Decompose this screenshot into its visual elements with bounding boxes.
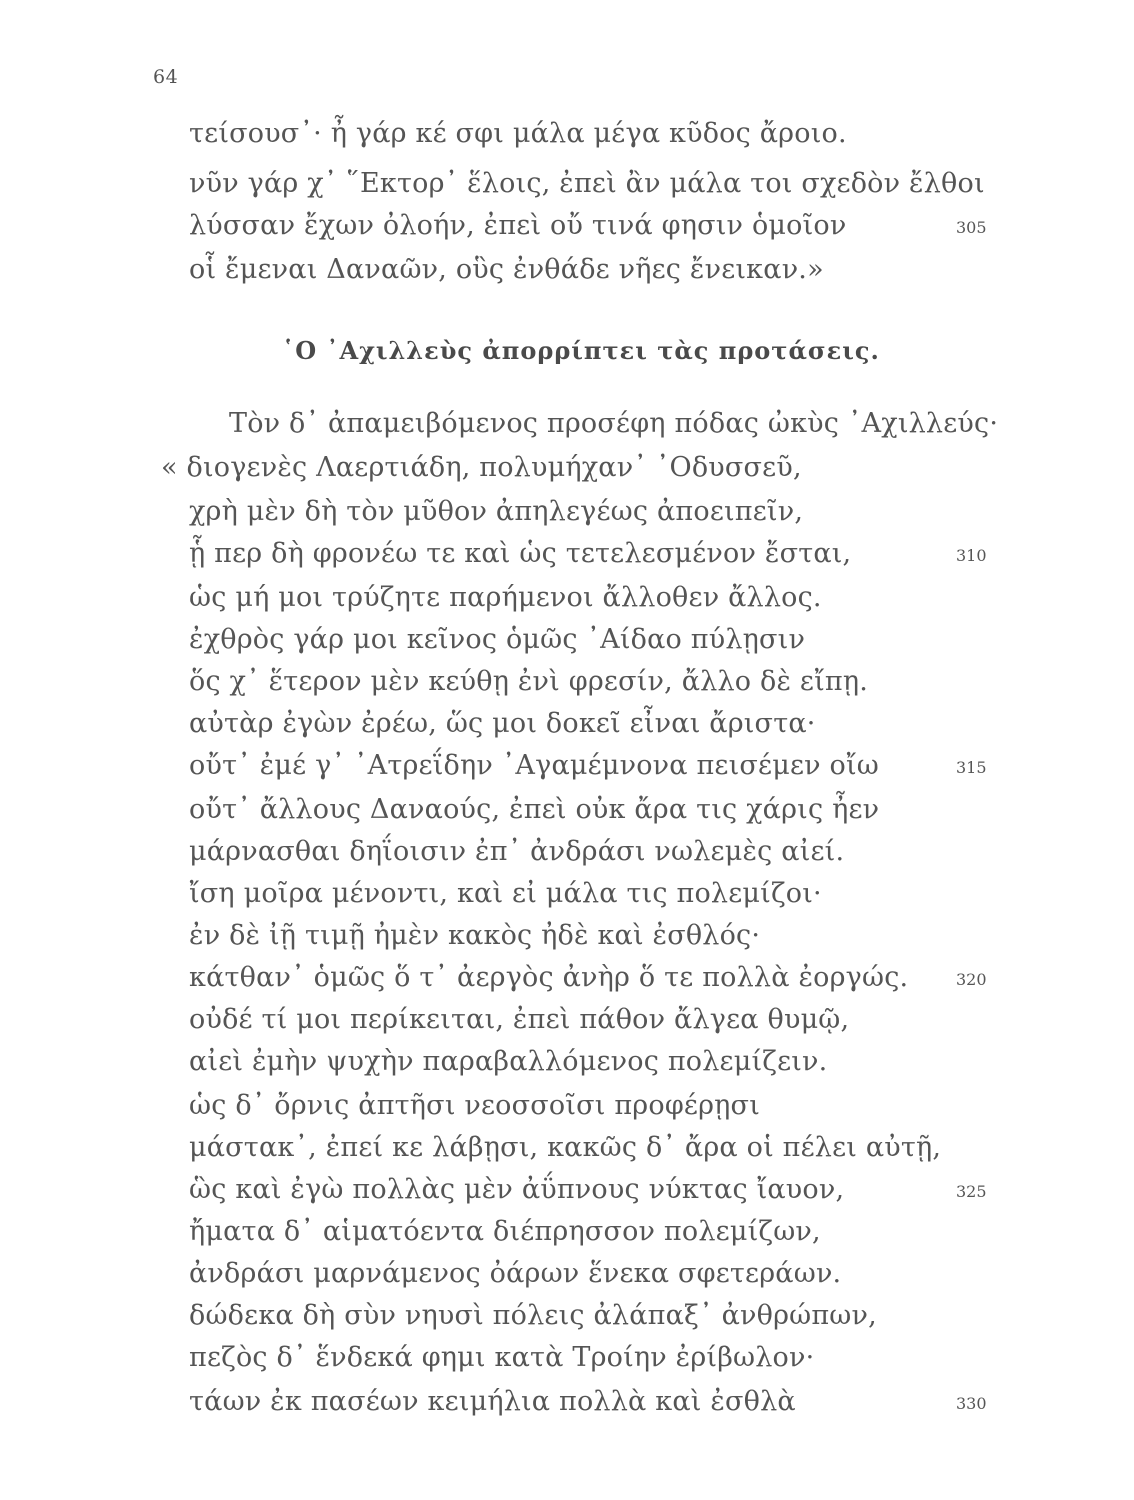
verse-text: μάρνασθαι δηΐοισιν ἐπ᾿ ἀνδράσι νωλεμὲς αἰεί. [189,836,845,867]
verse-line [0,538,1134,578]
verse-line [0,118,1134,158]
verse-text: ᾗ περ δὴ φρονέω τε καὶ ὡς τετελεσμένον ἔσται, [189,538,852,569]
verse-line [0,210,1134,250]
verse-line [0,962,1134,1002]
verse-text: ὡς μή μοι τρύζητε παρήμενοι ἄλλοθεν ἄλλος. [189,582,822,613]
verse-line [0,878,1134,918]
verse-text: ἤματα δ᾿ αἱματόεντα διέπρησσον πολεμίζων, [189,1216,821,1247]
verse-line [0,1046,1134,1086]
verse-text: ἀνδράσι μαρνάμενος ὀάρων ἕνεκα σφετεράων. [189,1258,842,1289]
verse-line [0,496,1134,536]
verse-text: τείσουσ᾿· ἦ γάρ κέ σφι μάλα μέγα κῦδος ἄροιο. [189,118,847,149]
verse-text: ὣς καὶ ἐγὼ πολλὰς μὲν ἀΰπνους νύκτας ἴαυον, [189,1174,845,1205]
verse-line [0,1004,1134,1044]
verse-text: οἷ ἔμεναι Δαναῶν, οὓς ἐνθάδε νῆες ἔνεικαν.» [189,254,824,285]
verse-line [0,836,1134,876]
verse-text: ἐχθρὸς γάρ μοι κεῖνος ὁμῶς ᾿Αίδαο πύλῃσιν [189,624,806,655]
verse-line [0,708,1134,748]
verse-text: αὐτὰρ ἐγὼν ἐρέω, ὥς μοι δοκεῖ εἶναι ἄριστα· [189,708,816,739]
verse-text: μάστακ᾿, ἐπεί κε λάβῃσι, κακῶς δ᾿ ἄρα οἱ πέλει αὐτῇ, [189,1132,942,1163]
verse-line [0,1132,1134,1172]
line-number: 305 [956,218,987,237]
line-number: 315 [956,758,987,777]
verse-text: πεζὸς δ᾿ ἕνδεκά φημι κατὰ Τροίην ἐρίβωλον· [189,1342,815,1373]
verse-line [0,254,1134,294]
line-number: 320 [956,970,987,989]
verse-text: οὔτ᾿ ἐμέ γ᾿ ᾿Ατρεΐδην ᾿Αγαμέμνονα πεισέμεν οἴω [189,750,880,781]
verse-line [0,624,1134,664]
verse-line [0,1258,1134,1298]
verse-text: χρὴ μὲν δὴ τὸν μῦθον ἀπηλεγέως ἀποειπεῖν, [189,496,804,527]
verse-line [0,168,1134,208]
verse-text: « διογενὲς Λαερτιάδη, πολυμήχαν᾿ ᾿Οδυσσεῦ, [161,452,802,483]
verse-line [0,1300,1134,1340]
verse-text: ἴση μοῖρα μένοντι, καὶ εἰ μάλα τις πολεμίζοι· [189,878,822,909]
line-number: 310 [956,546,987,565]
verse-line [0,750,1134,790]
verse-text: τάων ἐκ πασέων κειμήλια πολλὰ καὶ ἐσθλὰ [189,1386,796,1417]
verse-line [0,452,1134,492]
verse-line [0,582,1134,622]
verse-line [0,1386,1134,1426]
verse-line [0,408,1134,448]
verse-text: ἐν δὲ ἰῇ τιμῇ ἠμὲν κακὸς ἠδὲ καὶ ἐσθλός· [189,920,761,951]
verse-line [0,1090,1134,1130]
verse-text: λύσσαν ἔχων ὀλοήν, ἐπεὶ οὔ τινά φησιν ὁμοῖον [189,210,847,241]
line-number: 330 [956,1394,987,1413]
verse-text: ὅς χ᾿ ἕτερον μὲν κεύθῃ ἐνὶ φρεσίν, ἄλλο δὲ εἴπῃ. [189,666,868,697]
verse-text: νῦν γάρ χ᾿ ῞Εκτορ᾿ ἕλοις, ἐπεὶ ἂν μάλα τοι σχεδὸν ἔλθοι [189,168,985,199]
verse-text: κάτθαν᾿ ὁμῶς ὅ τ᾿ ἀεργὸς ἀνὴρ ὅ τε πολλὰ ἐοργώς. [189,962,909,993]
verse-line [0,920,1134,960]
verse-line [0,666,1134,706]
verse-line [0,1174,1134,1214]
section-heading: ῾Ο ᾿Αχιλλεὺς ἀπορρίπτει τὰς προτάσεις. [282,336,880,365]
verse-text: οὔτ᾿ ἄλλους Δαναούς, ἐπεὶ οὐκ ἄρα τις χάρις ἦεν [189,794,880,825]
verse-text: οὐδέ τί μοι περίκειται, ἐπεὶ πάθον ἄλγεα θυμῷ, [189,1004,850,1035]
line-number: 325 [956,1182,987,1201]
verse-text: δώδεκα δὴ σὺν νηυσὶ πόλεις ἀλάπαξ᾿ ἀνθρώπων, [189,1300,877,1331]
verse-line [0,1216,1134,1256]
verse-text: αἰεὶ ἐμὴν ψυχὴν παραβαλλόμενος πολεμίζειν. [189,1046,828,1077]
verse-line [0,794,1134,834]
verse-line [0,1342,1134,1382]
page-number: 64 [153,66,179,88]
verse-text: ὡς δ᾿ ὄρνις ἀπτῆσι νεοσσοῖσι προφέρῃσι [189,1090,760,1121]
verse-text: Τὸν δ᾿ ἀπαμειβόμενος προσέφη πόδας ὠκὺς ᾿Αχιλλεύς· [229,408,999,439]
